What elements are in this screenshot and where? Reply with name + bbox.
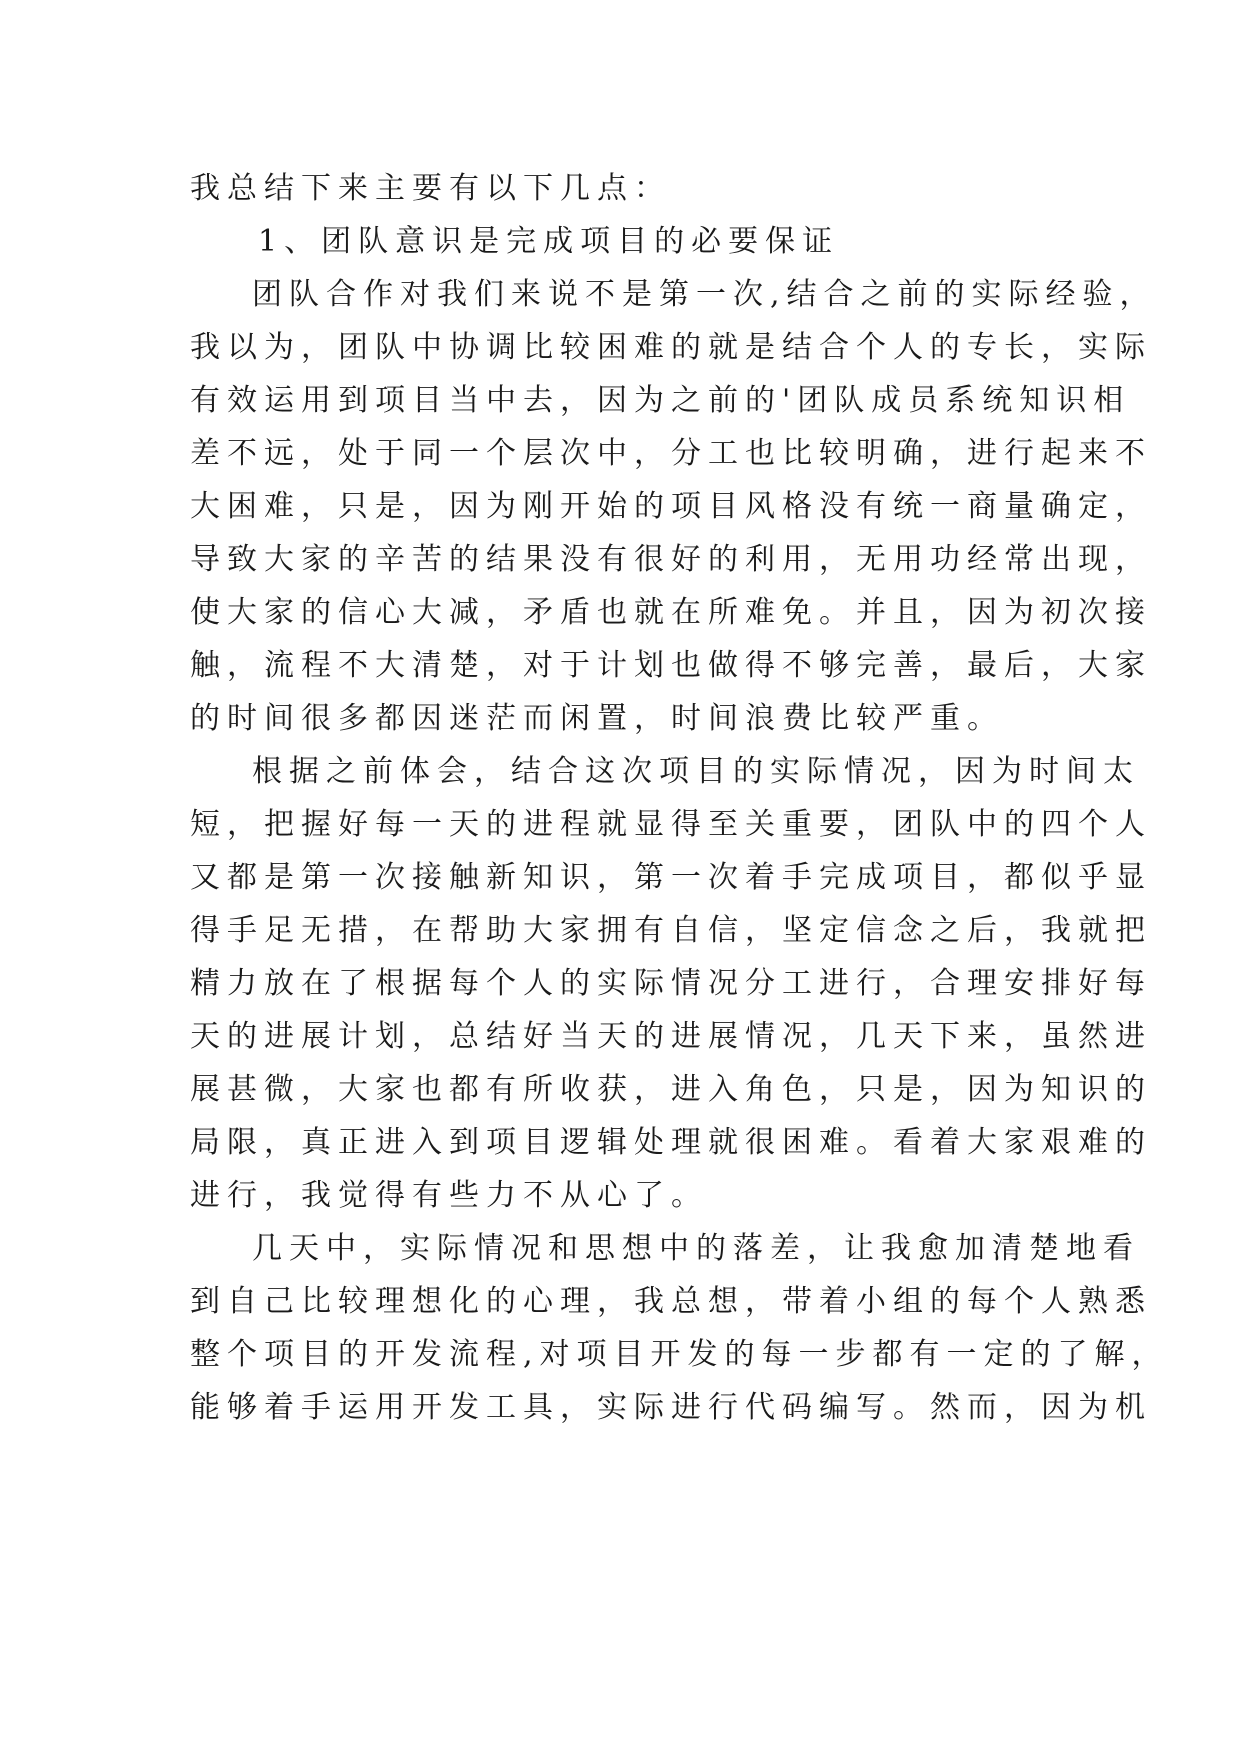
text-line: 天的进展计划，总结好当天的进展情况，几天下来，虽然进	[190, 1019, 1152, 1054]
text-line: 短，把握好每一天的进程就显得至关重要，团队中的四个人	[190, 807, 1152, 842]
paragraph-first-line: 团队合作对我们来说不是第一次,结合之前的实际经验，	[252, 277, 1157, 312]
paragraph-first-line: 根据之前体会，结合这次项目的实际情况，因为时间太	[252, 754, 1140, 789]
text-line: 到自己比较理想化的心理，我总想，带着小组的每个人熟悉	[190, 1284, 1152, 1319]
text-line: 差不远，处于同一个层次中，分工也比较明确，进行起来不	[190, 436, 1152, 471]
text-line: 使大家的信心大减，矛盾也就在所难免。并且，因为初次接	[190, 595, 1152, 630]
text-line: 进行，我觉得有些力不从心了。	[190, 1178, 708, 1213]
text-line: 展甚微，大家也都有所收获，进入角色，只是，因为知识的	[190, 1072, 1152, 1107]
text-line: 导致大家的辛苦的结果没有很好的利用，无用功经常出现，	[190, 542, 1152, 577]
document-body	[190, 162, 1169, 1434]
paragraph-first-line: 几天中，实际情况和思想中的落差，让我愈加清楚地看	[252, 1231, 1140, 1266]
text-line: 整个项目的开发流程,对项目开发的每一步都有一定的了解，	[190, 1337, 1169, 1372]
section-heading: 1、团队意识是完成项目的必要保证	[258, 224, 840, 259]
text-line: 得手足无措，在帮助大家拥有自信，坚定信念之后，我就把	[190, 913, 1152, 948]
text-line: 的时间很多都因迷茫而闲置，时间浪费比较严重。	[190, 701, 1004, 736]
text-line: 能够着手运用开发工具，实际进行代码编写。然而，因为机	[190, 1390, 1152, 1425]
text-line: 触，流程不大清楚，对于计划也做得不够完善，最后，大家	[190, 648, 1152, 683]
text-line: 又都是第一次接触新知识，第一次着手完成项目，都似乎显	[190, 860, 1152, 895]
text-line: 有效运用到项目当中去，因为之前的'团队成员系统知识相	[190, 383, 1131, 418]
text-line: 局限，真正进入到项目逻辑处理就很困难。看着大家艰难的	[190, 1125, 1152, 1160]
text-line: 大困难，只是，因为刚开始的项目风格没有统一商量确定，	[190, 489, 1152, 524]
text-line: 我以为，团队中协调比较困难的就是结合个人的专长，实际	[190, 330, 1152, 365]
text-line: 我总结下来主要有以下几点：	[190, 171, 671, 206]
text-line: 精力放在了根据每个人的实际情况分工进行，合理安排好每	[190, 966, 1152, 1001]
